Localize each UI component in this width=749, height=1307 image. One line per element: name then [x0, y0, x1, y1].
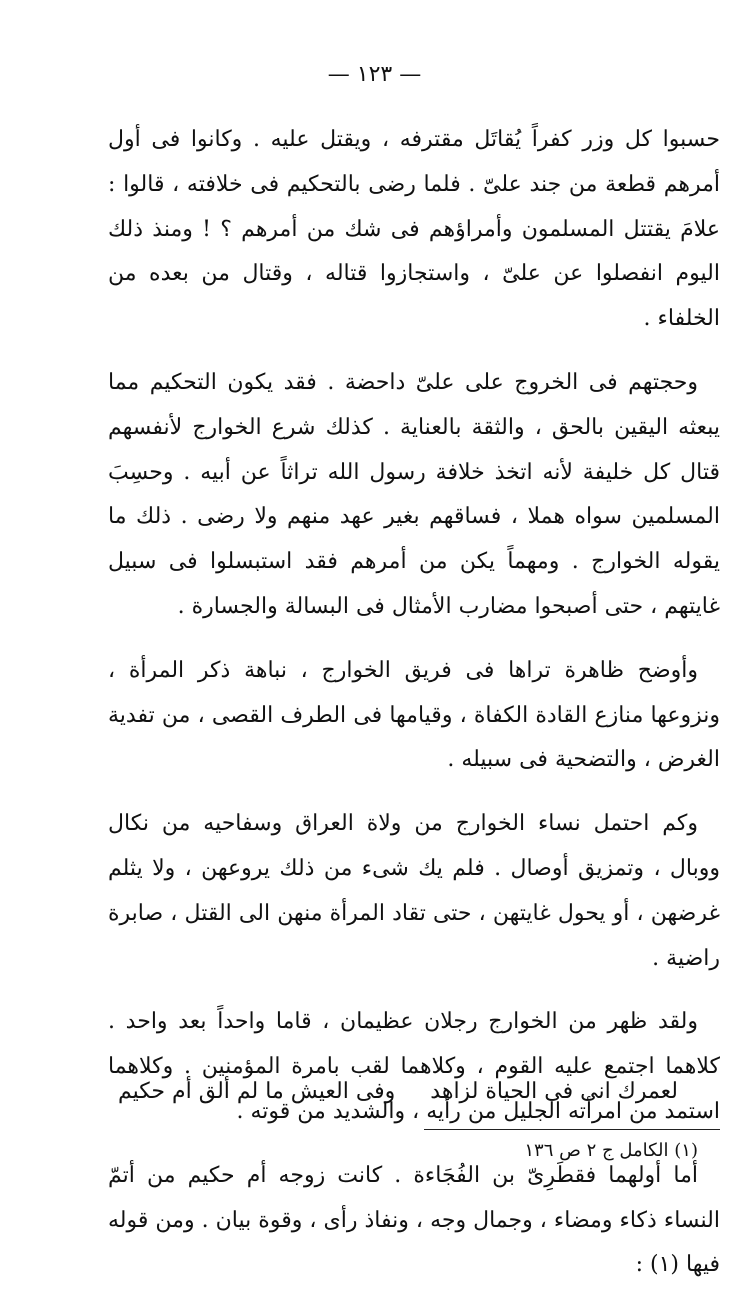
paragraph-4: وكم احتمل نساء الخوارج من ولاة العراق وسفاحيه من نكال ووبال ، وتمزيق أوصال . فلم يك شىء من ذلك يروعهن ، ولا يثلم غرضهن ، أو يحول غايتهن ، حتى تقاد المرأة منهن الى القتل ، صابرة راضية . [108, 811, 720, 971]
verse-first-hemistich: لعمرك انى فى الحياة لزاهد [430, 1079, 678, 1104]
paragraph-5: ولقد ظهر من الخوارج رجلان عظيمان ، قاما واحداً بعد واحد . كلاهما اجتمع عليه القوم ، وكلاهما لقب بامرة المؤمنين . وكلاهما استمد من امرأته الجليل من رأيه ، والشديد من قوته . [108, 1009, 720, 1124]
footnote: (١) الكامل ج ٢ ص ١٣٦ [524, 1140, 698, 1161]
footnote-divider [424, 1129, 720, 1130]
poem-verse [108, 1072, 720, 1112]
paragraph-3: وأوضح ظاهرة تراها فى فريق الخوارج ، نباهة ذكر المرأة ، ونزوعها منازع القادة الكفاة ، وقيامها فى الطرف القصى ، من تفدية الغرض ، والتضحية فى سبيله . [108, 657, 720, 773]
paragraph-1: حسبوا كل وزر كفراً يُقاتَل مقترفه ، ويقتل عليه . وكانوا فى أول أمرهم قطعة من جند علىّ . فلما رضى بالتحكيم فى خلافته ، قالوا : علامَ يقتتل المسلمون وأمراؤهم فى شك من أمرهم ؟ ! ومنذ ذلك اليوم انفصلوا عن علىّ ، واستجازوا قتاله ، وقتال من بعده من الخلفاء . [108, 127, 720, 332]
verse-second-hemistich: وفى العيش ما لم ألق أم حكيم [118, 1079, 396, 1104]
paragraph-2: وحجتهم فى الخروج على علىّ داحضة . فقد يكون التحكيم مما يبعثه اليقين بالحق ، والثقة بالعناية . كذلك شرع الخوارج لأنفسهم قتال كل خليفة لأنه اتخذ خلافة رسول الله تراثاً عن أبيه . وحسِبَ المسلمين سواه هملا ، فساقهم بغير عهد منهم ولا رضى . ذلك ما يقوله الخوارج . ومهماً يكن من أمرهم فقد استبسلوا فى سبيل غايتهم ، حتى أصبحوا مضارب الأمثال فى البسالة والجسارة . [108, 369, 720, 619]
paragraph-6: أما أولهما فقطَرِىّ بن الفُجَاءة . كانت زوجه أم حكيم من أتمّ النساء ذكاء ومضاء ، وجمال وجه ، ونفاذ رأى ، وقوة بيان . ومن قوله فيها (١) : [108, 1162, 720, 1278]
page-number: — ١٢٣ — [327, 62, 422, 87]
